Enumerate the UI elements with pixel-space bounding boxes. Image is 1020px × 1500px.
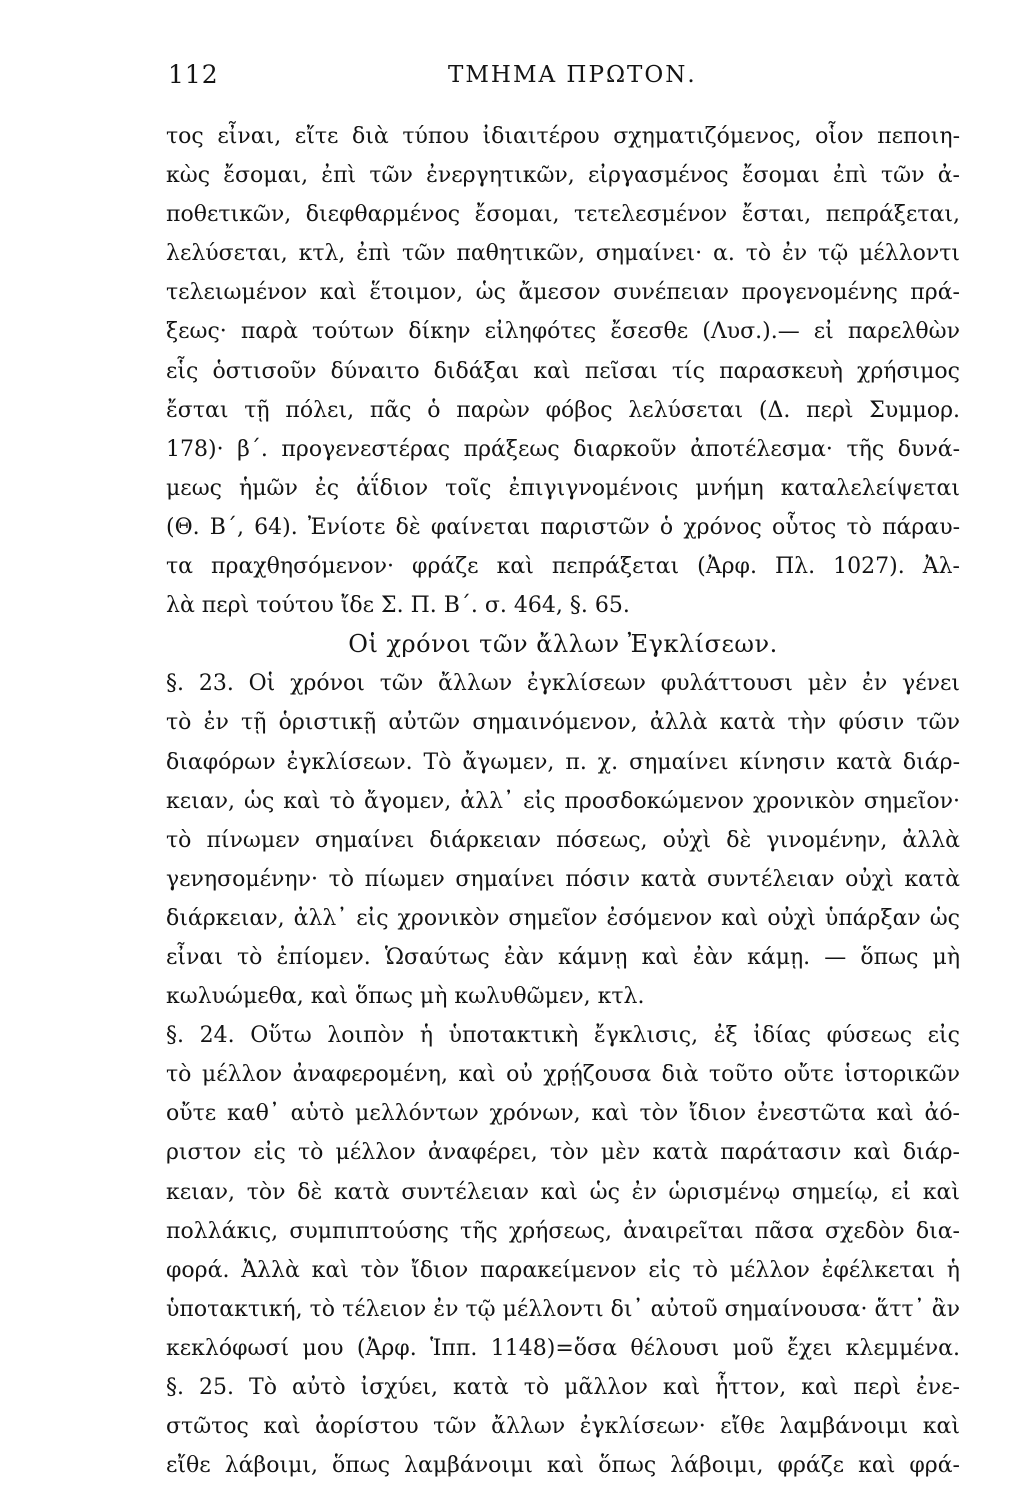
text-line: εἴθε λάβοιμι, ὅπως λαμβάνοιμι καὶ ὅπως λάβοιμι, φράζε καὶ φρά- [166,1453,960,1479]
text-line: εἷς ὁστισοῦν δύναιτο διδάξαι καὶ πεῖσαι τίς παρασκευὴ χρήσιμος [166,358,960,384]
text-line: τὸ ἐν τῇ ὁριστικῇ αὐτῶν σημαινόμενον, ἀλλὰ κατὰ τὴν φύσιν τῶν [166,710,960,736]
text-line: τελειωμένον καὶ ἕτοιμον, ὡς ἄμεσον συνέπειαν προγενομένης πρά- [166,280,960,306]
text-line: τὸ μέλλον ἀναφερομένη, καὶ οὐ χρῄζουσα διὰ τοῦτο οὔτε ἱστορικῶν [166,1062,960,1088]
text-line: κειαν, ὡς καὶ τὸ ἄγομεν, ἀλλ᾽ εἰς προσδοκώμενον χρονικὸν σημεῖον· [166,788,960,814]
text-line: διαφόρων ἐγκλίσεων. Τὸ ἄγωμεν, π. χ. σημαίνει κίνησιν κατὰ διάρ- [166,749,960,775]
text-line: κὼς ἔσομαι, ἐπὶ τῶν ἐνεργητικῶν, εἰργασμένος ἔσομαι ἐπὶ τῶν ἀ- [166,163,960,189]
text-line: ποθετικῶν, διεφθαρμένος ἔσομαι, τετελεσμένον ἔσται, πεπράξεται, [166,202,960,228]
text-line: ἔσται τῇ πόλει, πᾶς ὁ παρὼν φόβος λελύσεται (Δ. περὶ Συμμορ. [166,397,960,423]
text-line: §. 23. Οἱ χρόνοι τῶν ἄλλων ἐγκλίσεων φυλάττουσι μὲν ἐν γένει [166,671,960,697]
section-heading: Οἱ χρόνοι τῶν ἄλλων Ἐγκλίσεων. [348,630,778,659]
text-line: §. 24. Οὕτω λοιπὸν ἡ ὑποτακτικὴ ἔγκλισις, ἐξ ἰδίας φύσεως εἰς [166,1023,960,1049]
text-line: οὔτε καθ᾽ αὑτὸ μελλόντων χρόνων, καὶ τὸν ἴδιον ἐνεστῶτα καὶ ἀό- [166,1101,960,1127]
text-line: 178)· β΄. προγενεστέρας πράξεως διαρκοῦν ἀποτέλεσμα· τῆς δυνά- [166,436,960,462]
body-text [166,117,960,1485]
text-line: κωλυώμεθα, καὶ ὅπως μὴ κωλυθῶμεν, κτλ. [166,984,645,1010]
text-line: κεκλόφωσί μου (Ἀρφ. Ἱππ. 1148)=ὅσα θέλουσι μοῦ ἔχει κλεμμένα. [166,1335,960,1361]
page-number: 112 [168,60,219,89]
text-line: τα πραχθησόμενον· φράζε καὶ πεπράξεται (Ἀρφ. Πλ. 1027). Ἀλ- [166,554,960,580]
text-line: διάρκειαν, ἀλλ᾽ εἰς χρονικὸν σημεῖον ἐσόμενον καὶ οὐχὶ ὑπάρξαν ὡς [166,905,960,931]
text-line: μεως ἡμῶν ἐς ἀΐδιον τοῖς ἐπιγιγνομένοις μνήμη καταλελείψεται [166,475,960,501]
running-head: ΤΜΗΜΑ ΠΡΩΤΟΝ. [448,62,697,88]
text-line: §. 25. Τὸ αὐτὸ ἰσχύει, κατὰ τὸ μᾶλλον καὶ ἧττον, καὶ περὶ ἐνε- [166,1375,960,1400]
text-line: ριστον εἰς τὸ μέλλον ἀναφέρει, τὸν μὲν κατὰ παράτασιν καὶ διάρ- [166,1140,960,1166]
text-line: ξεως· παρὰ τούτων δίκην εἰληφότες ἔσεσθε (Λυσ.).— εἰ παρελθὼν [166,319,960,345]
text-line: τὸ πίνωμεν σημαίνει διάρκειαν πόσεως, οὐχὶ δὲ γινομένην, ἀλλὰ [166,827,960,853]
text-line: στῶτος καὶ ἀορίστου τῶν ἄλλων ἐγκλίσεων· εἴθε λαμβάνοιμι καὶ [166,1414,960,1440]
text-line: λὰ περὶ τούτου ἴδε Σ. Π. Β΄. σ. 464, §. 65. [166,593,630,619]
text-line: πολλάκις, συμπιπτούσης τῆς χρήσεως, ἀναιρεῖται πᾶσα σχεδὸν δια- [166,1218,960,1244]
page-header [168,60,968,100]
text-line: ὑποτακτική, τὸ τέλειον ἐν τῷ μέλλοντι δι᾽ αὐτοῦ σημαίνουσα· ἅττ᾽ ἂν [166,1296,960,1322]
text-line: λελύσεται, κτλ, ἐπὶ τῶν παθητικῶν, σημαίνει· α. τὸ ἐν τῷ μέλλοντι [166,241,960,267]
text-line: (Θ. Β΄, 64). Ἐνίοτε δὲ φαίνεται παριστῶν ὁ χρόνος οὗτος τὸ πάραυ- [166,514,960,540]
text-line: κειαν, τὸν δὲ κατὰ συντέλειαν καὶ ὡς ἐν ὡρισμένῳ σημείῳ, εἰ καὶ [166,1179,960,1205]
text-line: φορά. Ἀλλὰ καὶ τὸν ἴδιον παρακείμενον εἰς τὸ μέλλον ἐφέλκεται ἡ [166,1257,960,1283]
text-line: γενησομένην· τὸ πίωμεν σημαίνει πόσιν κατὰ συντέλειαν οὐχὶ κατὰ [166,866,960,892]
text-line: εἶναι τὸ ἐπίομεν. Ὡσαύτως ἐὰν κάμνῃ καὶ ἐὰν κάμῃ. — ὅπως μὴ [166,944,960,970]
text-line: τος εἶναι, εἴτε διὰ τύπου ἰδιαιτέρου σχηματιζόμενος, οἷον πεποιη- [166,124,960,149]
